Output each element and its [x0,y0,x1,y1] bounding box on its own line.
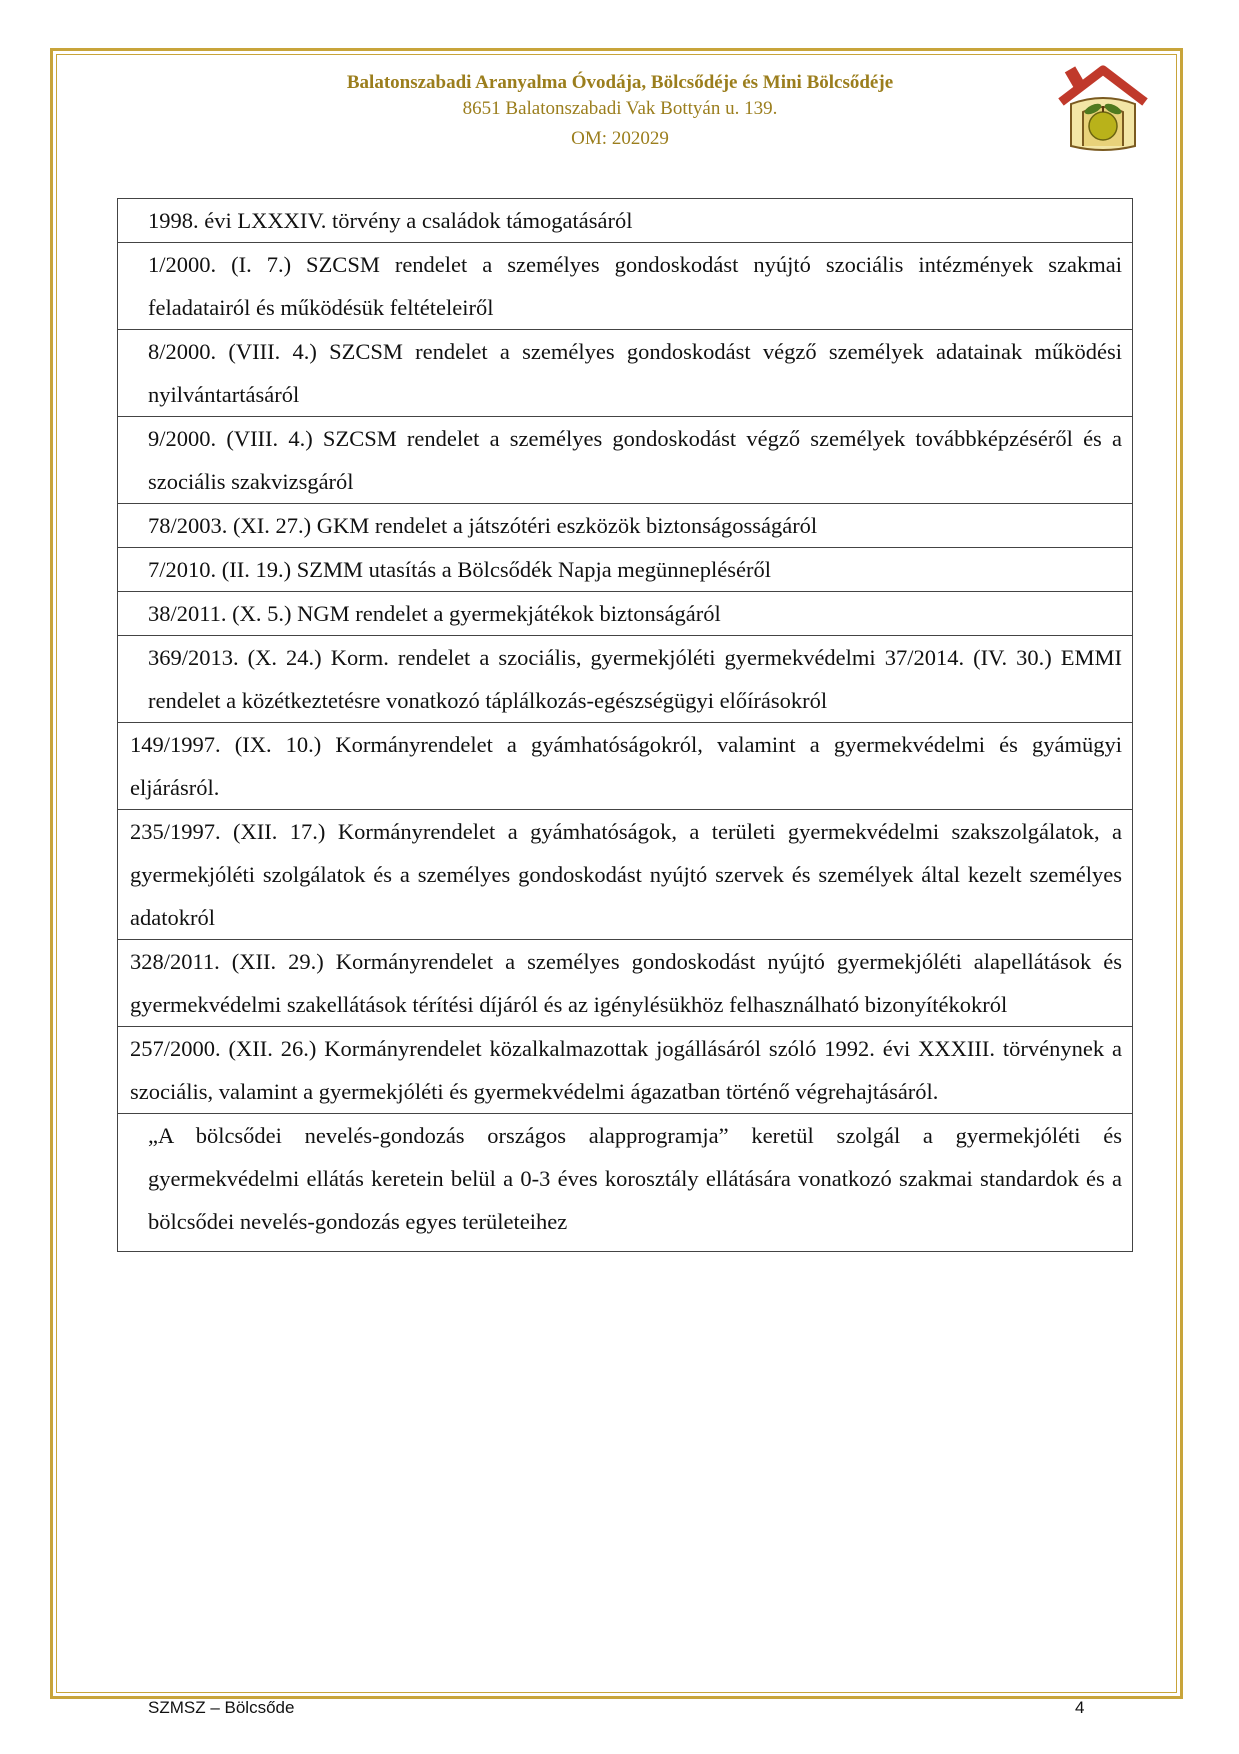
law-entry: 9/2000. (VIII. 4.) SZCSM rendelet a személyes gondoskodást végző személyek továbbképzéséről és a szociális szakvizsgáról [118,417,1133,504]
footer-page-number: 4 [1075,1698,1085,1717]
law-entry: 1/2000. (I. 7.) SZCSM rendelet a személyes gondoskodást nyújtó szociális intézmények szakmai feladatairól és működésük feltételeiről [118,243,1133,330]
apple-house-logo-icon [1055,62,1151,154]
table-row [118,810,1133,940]
om-identifier: OM: 202029 [571,128,669,149]
law-entry: 328/2011. (XII. 29.) Kormányrendelet a személyes gondoskodást nyújtó gyermekjóléti alapellátások és gyermekvédelmi szakellátások térítési díjáról és az igénylésükhöz felhasználható bizonyítékokról [118,940,1133,1027]
law-entry: 38/2011. (X. 5.) NGM rendelet a gyermekjátékok biztonságáról [118,592,1133,636]
table-row [118,1027,1133,1114]
law-entry: 78/2003. (XI. 27.) GKM rendelet a játszótéri eszközök biztonságosságáról [118,504,1133,548]
law-entry: 8/2000. (VIII. 4.) SZCSM rendelet a személyes gondoskodást végző személyek adatainak működési nyilvántartásáról [118,330,1133,417]
law-entry: 7/2010. (II. 19.) SZMM utasítás a Bölcsődék Napja megünnepléséről [118,548,1133,592]
footer-document-name: SZMSZ – Bölcsőde [148,1698,295,1717]
table-row [118,1114,1133,1252]
institution-name: Balatonszabadi Aranyalma Óvodája, Bölcsődéje és Mini Bölcsődéje [346,72,894,93]
table-row [118,940,1133,1027]
table-row [118,723,1133,810]
table-row [118,636,1133,723]
law-entry: 369/2013. (X. 24.) Korm. rendelet a szociális, gyermekjóléti gyermekvédelmi 37/2014. (IV. 30.) EMMI rendelet a közétkeztetésre vonatkozó táplálkozás-egészségügyi előírásokról [118,636,1133,723]
table-row [118,548,1133,592]
table-row [118,330,1133,417]
law-entry: 257/2000. (XII. 26.) Kormányrendelet közalkalmazottak jogállásáról szóló 1992. évi XXXIII. törvénynek a szociális, valamint a gyermekjóléti és gyermekvédelmi ágazatban történő végrehajtásáról. [118,1027,1133,1114]
legislation-table [117,198,1133,1252]
table-row [118,592,1133,636]
letterhead [150,70,1090,152]
table-row [118,504,1133,548]
institution-address: 8651 Balatonszabadi Vak Bottyán u. 139. [462,98,778,119]
law-entry: 235/1997. (XII. 17.) Kormányrendelet a gyámhatóságok, a területi gyermekvédelmi szakszolgálatok, a gyermekjóléti szolgálatok és a személyes gondoskodást nyújtó szervek és személyek által kezelt személyes adatokról [118,810,1133,940]
table-row [118,199,1133,243]
law-entry: 1998. évi LXXXIV. törvény a családok támogatásáról [118,199,1133,243]
law-entry: 149/1997. (IX. 10.) Kormányrendelet a gyámhatóságokról, valamint a gyermekvédelmi és gyámügyi eljárásról. [118,723,1133,810]
table-row [118,243,1133,330]
law-entry: „A bölcsődei nevelés-gondozás országos alapprogramja” keretül szolgál a gyermekjóléti és gyermekvédelmi ellátás keretein belül a 0-3 éves korosztály ellátására vonatkozó szakmai standardok és a bölcsődei nevelés-gondozás egyes területeihez [118,1114,1133,1252]
table-row [118,417,1133,504]
